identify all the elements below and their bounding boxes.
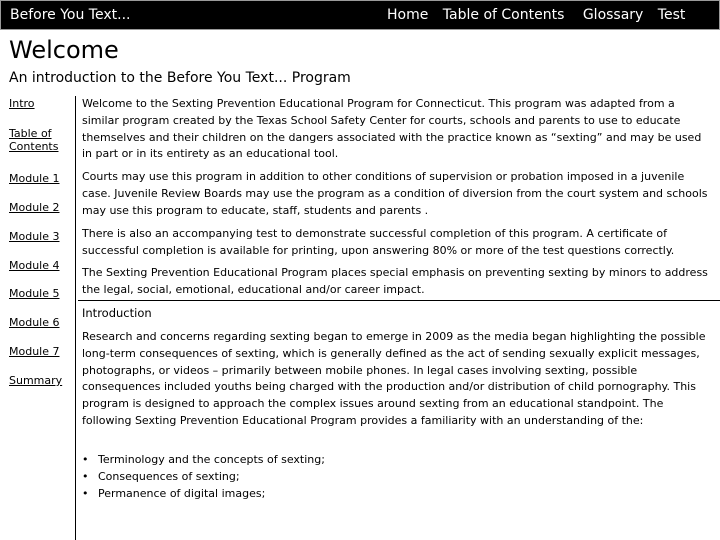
sidebar-item-module-5[interactable]: Module 5 bbox=[9, 287, 60, 300]
introduction-heading: Introduction bbox=[82, 306, 152, 320]
nav-test-link[interactable]: Test bbox=[657, 7, 686, 23]
sidebar-item-module-6[interactable]: Module 6 bbox=[9, 316, 60, 329]
list-item: • Consequences of sexting; bbox=[82, 468, 325, 485]
emphasis-paragraph: The Sexting Prevention Educational Program places special emphasis on preventing sexting by minors to address the legal, social, emotional, educational and/or career impact. bbox=[82, 266, 708, 296]
sidebar-item-module-1[interactable]: Module 1 bbox=[9, 172, 60, 185]
top-bar bbox=[0, 0, 720, 30]
courts-paragraph: Courts may use this program in addition to other conditions of supervision or probation imposed in a juvenile case. Juvenile Review Boards may use the program as a condition of diversion from the court system and schools may use this program to educate, staff, students and parents . bbox=[82, 170, 708, 217]
nav-glossary-link[interactable]: Glossary bbox=[582, 7, 644, 23]
list-item: • Permanence of digital images; bbox=[82, 485, 325, 502]
nav-table-of-contents-link[interactable]: Table of Contents bbox=[442, 7, 565, 23]
sidebar-item-module-7[interactable]: Module 7 bbox=[9, 345, 60, 358]
section-divider bbox=[78, 300, 720, 301]
page-subtitle: An introduction to the Before You Text... Program bbox=[9, 70, 351, 86]
welcome-paragraph: Welcome to the Sexting Prevention Educational Program for Connecticut. This program was adapted from a similar program created by the Texas School Safety Center for courts, schools and parents to use to educate themselves and their children on the dangers associated with the practice known as “sexting” and may be used in part or in its entirety as an educational tool. bbox=[82, 97, 702, 161]
page-title: Welcome bbox=[9, 36, 119, 64]
introduction-paragraph: Research and concerns regarding sexting began to emerge in 2009 as the media began highlighting the possible long-term consequences of sexting, which is generally defined as the act of sending sexually explicit messages, photographs, or videos – primarily between mobile phones. In legal cases involving sexting, possible consequences included youths being charged with the production and/or distribution of child pornography. This program is designed to approach the complex issues around sexting from an educational standpoint. The following Sexting Prevention Educational Program provides a familiarity with an understanding of the: bbox=[82, 330, 706, 427]
sidebar-item-module-3[interactable]: Module 3 bbox=[9, 230, 60, 243]
topics-list bbox=[82, 451, 325, 502]
sidebar-item-table-of-contents[interactable]: Table of Contents bbox=[9, 127, 59, 153]
test-paragraph: There is also an accompanying test to demonstrate successful completion of this program. A certificate of successful completion is available for printing, upon answering 80% or more of the test questions correctly. bbox=[82, 227, 675, 257]
sidebar-divider bbox=[75, 96, 76, 540]
sidebar-item-module-2[interactable]: Module 2 bbox=[9, 201, 60, 214]
nav-home-link[interactable]: Home bbox=[387, 7, 429, 23]
sidebar-item-summary[interactable]: Summary bbox=[9, 374, 63, 387]
list-item: • Terminology and the concepts of sexting; bbox=[82, 451, 325, 468]
app-title: Before You Text... bbox=[10, 7, 131, 23]
sidebar-item-module-4[interactable]: Module 4 bbox=[9, 259, 60, 272]
sidebar-item-intro[interactable]: Intro bbox=[9, 97, 35, 110]
top-nav bbox=[387, 7, 695, 23]
